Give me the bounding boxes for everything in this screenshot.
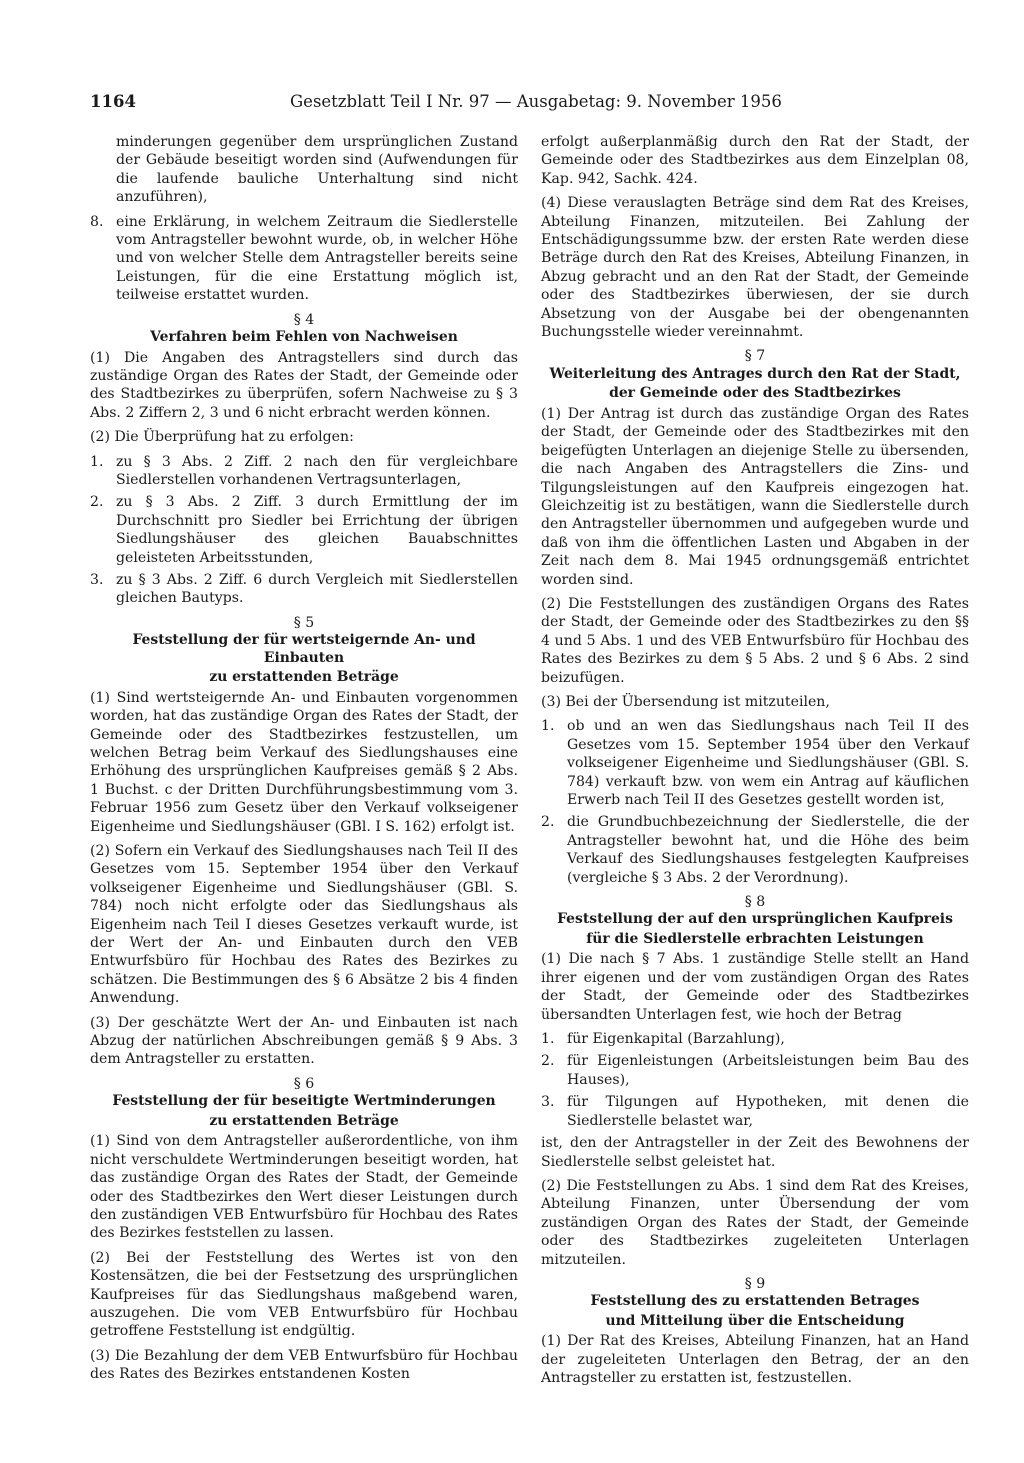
section-number: § 4: [293, 311, 315, 328]
section-number: § 9: [744, 1275, 766, 1292]
section-title: Feststellung der für wertsteigernde An- und Einbauten: [132, 632, 476, 666]
list-text: für Tilgungen auf Hypotheken, mit denen die Siedlerstelle belastet war,: [567, 1094, 969, 1129]
paragraph: (1) Der Rat des Kreises, Abteilung Finanzen, hat an Hand der zugeleiteten Unterlagen den Betrag, der an den Antragsteller zu erstatten ist, festzustellen.: [541, 1333, 969, 1387]
list-number: 1.: [90, 453, 104, 470]
paragraph: (2) Die Feststellungen zu Abs. 1 sind dem Rat des Kreises, Abteilung Finanzen, unter Übersendung der vom zuständigen Organ des Rates der Stadt, der Gemeinde oder des Stadtbezirkes zugeleiteten Unterlagen mitzuteilen.: [541, 1177, 969, 1268]
paragraph: (1) Die nach § 7 Abs. 1 zuständige Stelle stellt an Hand ihrer eigenen und der vom zuständigen Organ des Rates der Stadt, der Gemeinde oder des Stadtbezirkes übersandten Unterlagen fest, wie hoch der Betrag: [541, 951, 969, 1023]
paragraph: ist, den der Antragsteller in der Zeit des Bewohnens der Siedlerstelle selbst geleistet hat.: [541, 1135, 969, 1170]
list-number: 3.: [90, 572, 104, 589]
paragraph: (2) Die Überprüfung hat zu erfolgen:: [90, 429, 354, 446]
continued-paragraph: erfolgt außerplanmäßig durch den Rat der Stadt, der Gemeinde oder des Stadtbezirkes aus dem Einzelplan 08, Kap. 942, Sachk. 424.: [541, 134, 969, 187]
list-text: für Eigenkapital (Barzahlung),: [567, 1031, 785, 1048]
list-number: 8.: [90, 213, 104, 230]
section-title: Verfahren beim Fehlen von Nachweisen: [150, 329, 458, 346]
section-number: § 6: [293, 1075, 315, 1092]
paragraph: (2) Bei der Feststellung des Wertes ist von den Kostensätzen, die bei der Festsetzung des ursprünglichen Kaufpreises für das Siedlungshaus maßgebend waren, auszugehen. Die vom VEB Entwurfsbüro für Hochbau getroffene Feststellung ist endgültig.: [90, 1249, 518, 1340]
list-number: 2.: [90, 494, 104, 511]
paragraph: (4) Diese verauslagten Beträge sind dem Rat des Kreises, Abteilung Finanzen, mitzuteilen. Bei Zahlung der Entschädigungssumme bzw. der ersten Rate werden diese Beträge durch den Rat des Kreises, Abteilung Finanzen, in Abzug gebracht und an den Rat der Stadt, der Gemeinde oder des Stadtbezirkes überwiesen, der sie durch Absetzung von der Ausgabe bei der obengenannten Buchungsstelle wieder vereinnahmt.: [541, 195, 969, 341]
section-title: Feststellung der für beseitigte Wertminderungen: [112, 1093, 496, 1110]
paragraph: (2) Die Feststellungen des zuständigen Organs des Rates der Stadt, der Gemeinde oder des Stadtbezirkes zu den §§ 4 und 5 Abs. 1 und des VEB Entwurfsbüro für Hochbau des Rates des Bezirkes zu dem § 5 Abs. 2 und § 6 Abs. 2 sind beizufügen.: [541, 595, 969, 686]
section-title: zu erstattenden Beträge: [209, 669, 399, 686]
section-number: § 5: [293, 614, 315, 631]
section-title: Feststellung des zu erstattenden Betrages: [590, 1293, 920, 1310]
list-item: [90, 213, 518, 305]
list-text: zu § 3 Abs. 2 Ziff. 3 durch Ermittlung der im Durchschnitt pro Siedler bei Errichtung der übrigen Siedlungshäuser des gleichen Bauabschnittes geleisteten Arbeitsstunden,: [116, 494, 518, 566]
header-title: Gesetzblatt Teil I Nr. 97 — Ausgabetag: 9. November 1956: [290, 92, 782, 111]
paragraph: (3) Die Bezahlung der dem VEB Entwurfsbüro für Hochbau des Rates des Bezirkes entstandenen Kosten: [90, 1347, 518, 1383]
paragraph: (1) Sind von dem Antragsteller außerordentliche, von ihm nicht verschuldete Wertminderungen beseitigt worden, hat das zuständige Organ des Rates der Stadt, der Gemeinde oder des Stadtbezirkes den Wert dieser Leistungen durch den zuständigen VEB Entwurfsbüro für Hochbau des Rates des Bezirkes feststellen zu lassen.: [90, 1133, 518, 1242]
section-number: § 7: [744, 348, 766, 365]
section-title: für die Siedlerstelle erbrachten Leistungen: [586, 930, 924, 947]
list-text: zu § 3 Abs. 2 Ziff. 6 durch Vergleich mit Siedlerstellen gleichen Bautyps.: [116, 572, 518, 607]
section-title: und Mitteilung über die Entscheidung: [605, 1312, 905, 1329]
list-number: 2.: [541, 1053, 555, 1070]
list-number: 1.: [541, 718, 555, 735]
list-item: [541, 813, 969, 887]
paragraph: (1) Sind wertsteigernde An- und Einbauten vorgenommen worden, hat das zuständige Organ des Rates der Stadt, der Gemeinde oder des Stadtbezirkes festzustellen, um welchen Betrag beim Verkauf des Siedlungshauses eine Erhöhung des ursprünglichen Kaufpreises gemäß § 2 Abs. 1 Buchst. c der Dritten Durchführungsbestimmung vom 3. Februar 1956 zum Gesetz über den Verkauf volkseigener Eigenheime und Siedlungshäuser (GBl. I S. 162) erfolgt ist.: [90, 689, 518, 835]
section-number: § 8: [744, 894, 766, 911]
section-title: der Gemeinde oder des Stadtbezirkes: [609, 385, 901, 402]
page-header: [90, 90, 970, 114]
list-text: zu § 3 Abs. 2 Ziff. 2 nach den für vergleichbare Siedlerstellen vorhandenen Vertragsunterlagen,: [116, 453, 518, 488]
list-item: [541, 1030, 969, 1048]
list-item: [541, 717, 969, 809]
list-text: eine Erklärung, in welchem Zeitraum die Siedlerstelle vom Antragsteller bewohnt wurde, ob, in welcher Höhe und von welcher Stelle dem Antragsteller bereits seine Leistungen, für die eine Erstattung möglich ist, teilweise erstattet wurden.: [116, 213, 518, 304]
section-title: Weiterleitung des Antrages durch den Rat der Stadt,: [549, 365, 961, 382]
list-item: [90, 493, 518, 567]
left-column: [90, 133, 518, 1386]
section-title: Feststellung der auf den ursprünglichen Kaufpreis: [557, 911, 953, 928]
list-number: 2.: [541, 814, 555, 831]
list-item: [90, 453, 518, 490]
list-item: [90, 571, 518, 608]
continued-paragraph: minderungen gegenüber dem ursprünglichen Zustand der Gebäude beseitigt worden sind (Aufwendungen für die laufende bauliche Unterhaltung sind nicht anzuführen),: [116, 134, 518, 206]
list-text: die Grundbuchbezeichnung der Siedlerstelle, die der Antragsteller bewohnt hat, und die Höhe des beim Verkauf des Siedlungshauses festgelegten Kaufpreises (vergleiche § 3 Abs. 2 der Verordnung).: [567, 814, 969, 886]
paragraph: (3) Der geschätzte Wert der An- und Einbauten ist nach Abzug der natürlichen Abschreibungen gemäß § 9 Abs. 3 dem Antragsteller zu erstatten.: [90, 1014, 518, 1068]
list-number: 3.: [541, 1094, 555, 1111]
page-number: 1164: [90, 92, 136, 111]
paragraph: (2) Sofern ein Verkauf des Siedlungshauses nach Teil II des Gesetzes vom 15. September 1954 über den Verkauf volkseigener Eigenheime und Siedlungshäuser (GBl. S. 784) noch nicht erfolgte oder das Siedlungshaus als Eigenheim nach Teil I dieses Gesetzes verkauft wurde, ist der Wert der An- und Einbauten durch den VEB Entwurfsbüro für Hochbau des Rates des Bezirkes zu schätzen. Die Bestimmungen des § 6 Absätze 2 bis 4 finden Anwendung.: [90, 843, 518, 1007]
list-text: ob und an wen das Siedlungshaus nach Teil II des Gesetzes vom 15. September 1954 über den Verkauf volkseigener Eigenheime und Siedlungshäuser (GBl. S. 784) verkauft bzw. von wem ein Antrag auf käuflichen Erwerb nach Teil II des Gesetzes gestellt worden ist,: [567, 718, 969, 808]
list-item: [541, 1093, 969, 1130]
list-number: 1.: [541, 1031, 555, 1048]
section-title: zu erstattenden Beträge: [209, 1112, 399, 1129]
list-text: für Eigenleistungen (Arbeitsleistungen beim Bau des Hauses),: [567, 1053, 969, 1088]
paragraph: (1) Der Antrag ist durch das zuständige Organ des Rates der Stadt, der Gemeinde oder des Stadtbezirkes mit den beigefügten Unterlagen an diejenige Stelle zu übersenden, die nach Angaben des Antragstellers die Zins- und Tilgungsleistungen auf den Kaufpreis eingezogen hat. Gleichzeitig ist zu bestätigen, wann die Siedlerstelle durch den Antragsteller übernommen und aufgegeben wurde und daß von ihm die öffentlichen Lasten und Abgaben in der Zeit nach dem 8. Mai 1945 ordnungsgemäß entrichtet worden sind.: [541, 405, 969, 588]
paragraph: (3) Bei der Übersendung ist mitzuteilen,: [541, 693, 830, 710]
right-column: [541, 133, 969, 1394]
list-item: [541, 1052, 969, 1089]
paragraph: (1) Die Angaben des Antragstellers sind durch das zuständige Organ des Rates der Stadt, der Gemeinde oder des Stadtbezirkes zu überprüfen, sofern Nachweise zu § 3 Abs. 2 Ziffern 2, 3 und 6 nicht erbracht werden können.: [90, 349, 518, 421]
